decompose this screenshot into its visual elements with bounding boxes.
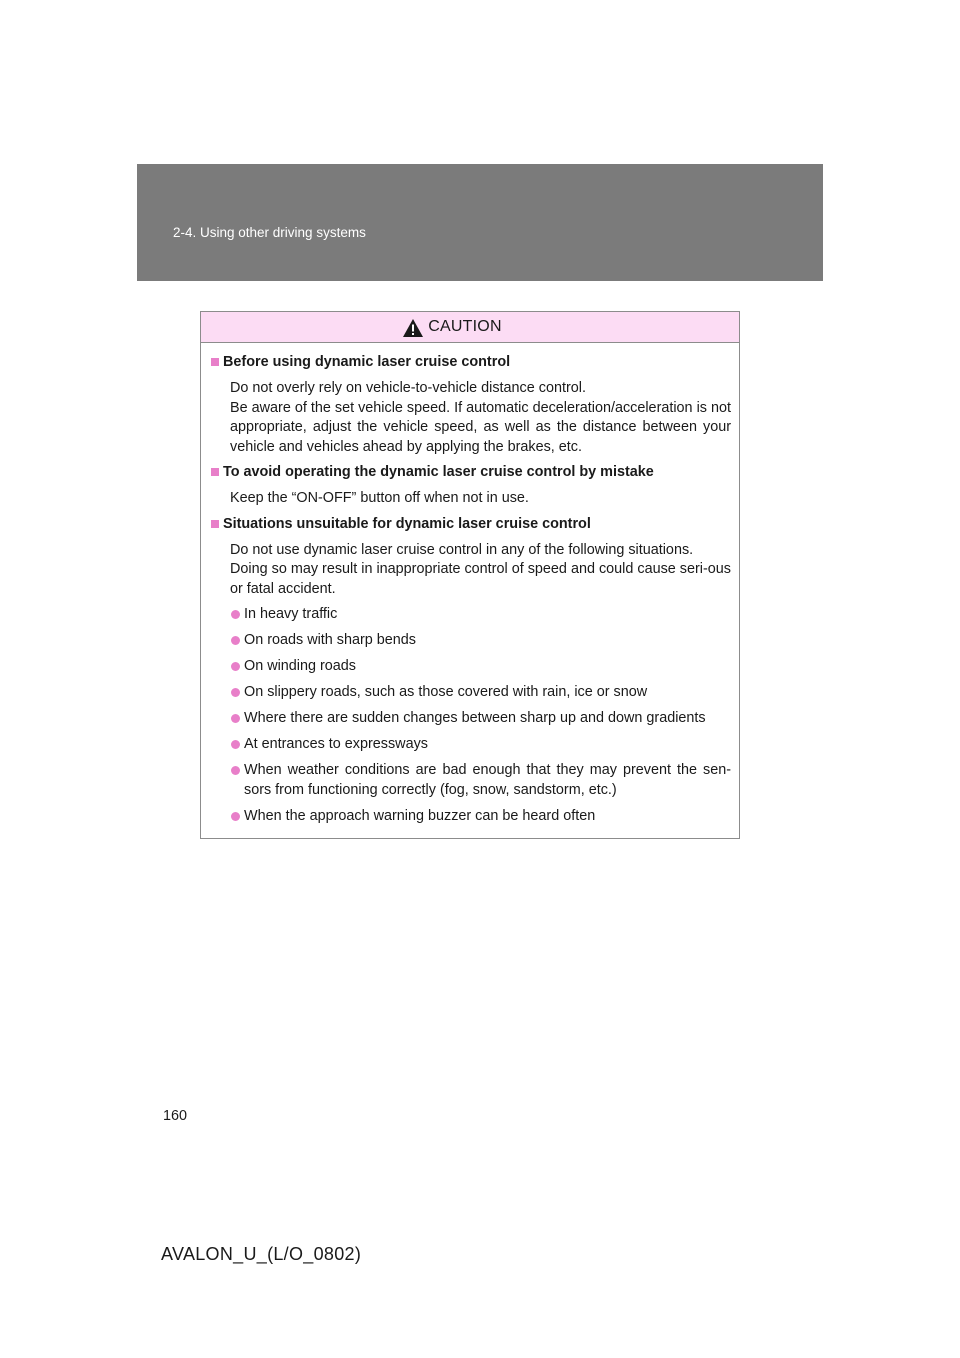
list-item-text: When the approach warning buzzer can be heard often [244,807,596,824]
list-item [230,761,731,800]
list-item [230,807,731,827]
round-bullet-icon [231,688,240,697]
square-bullet-icon [211,520,219,528]
section-header-band [137,164,823,281]
list-item [230,657,731,677]
list-item [230,683,731,703]
section-heading [210,463,731,482]
list-item-text: Where there are sudden changes between sharp up and down gradients [244,710,706,726]
square-bullet-icon [211,468,219,476]
list-item [230,735,731,755]
list-item-text: On winding roads [244,658,356,674]
square-bullet-icon [211,358,219,366]
section-heading [210,353,731,372]
section-text [230,379,731,457]
section-heading-text: Situations unsuitable for dynamic laser cruise control [223,515,591,532]
round-bullet-icon [231,636,240,645]
page-number: 160 [163,1108,188,1124]
round-bullet-icon [231,812,240,821]
caution-box [200,311,740,839]
section-heading [210,515,731,534]
situation-list [230,605,731,826]
section-text [230,489,731,509]
warning-triangle-icon [402,318,424,338]
round-bullet-icon [231,766,240,775]
list-item [230,631,731,651]
list-item-text: On slippery roads, such as those covered with rain, ice or snow [244,684,648,700]
round-bullet-icon [231,662,240,671]
section-title: 2-4. Using other driving systems [173,225,366,240]
round-bullet-icon [231,610,240,619]
list-item-text: At entrances to expressways [244,736,428,752]
list-item [230,709,731,729]
section-text [230,541,731,600]
list-item-text: On roads with sharp bends [244,632,416,648]
round-bullet-icon [231,740,240,749]
paragraph: Do not use dynamic laser cruise control in any of the following situations. [230,541,694,558]
list-item [230,605,731,625]
list-item-text: In heavy traffic [244,606,338,622]
paragraph: Keep the “ON-OFF” button off when not in use. [230,490,529,506]
section-heading-text: To avoid operating the dynamic laser cruise control by mistake [223,464,654,480]
caution-body [201,343,739,826]
section-heading-text: Before using dynamic laser cruise control [223,354,511,370]
paragraph: Do not overly rely on vehicle-to-vehicle distance control. [230,380,586,396]
document-code: AVALON_U_(L/O_0802) [161,1244,362,1264]
list-item-text: When weather conditions are bad enough that they may prevent the sen-sors from functioning correctly (fog, snow, sandstorm, etc.) [244,762,731,798]
round-bullet-icon [231,714,240,723]
caution-header [201,312,739,343]
paragraph: Be aware of the set vehicle speed. If automatic deceleration/acceleration is not appropriate, adjust the vehicle speed, as well as the distance between your vehicle and vehicles ahead by applying the brakes, etc. [230,399,731,455]
caution-title: CAUTION [428,318,502,335]
paragraph: Doing so may result in inappropriate control of speed and could cause seri-ous or fatal accident. [230,561,731,597]
